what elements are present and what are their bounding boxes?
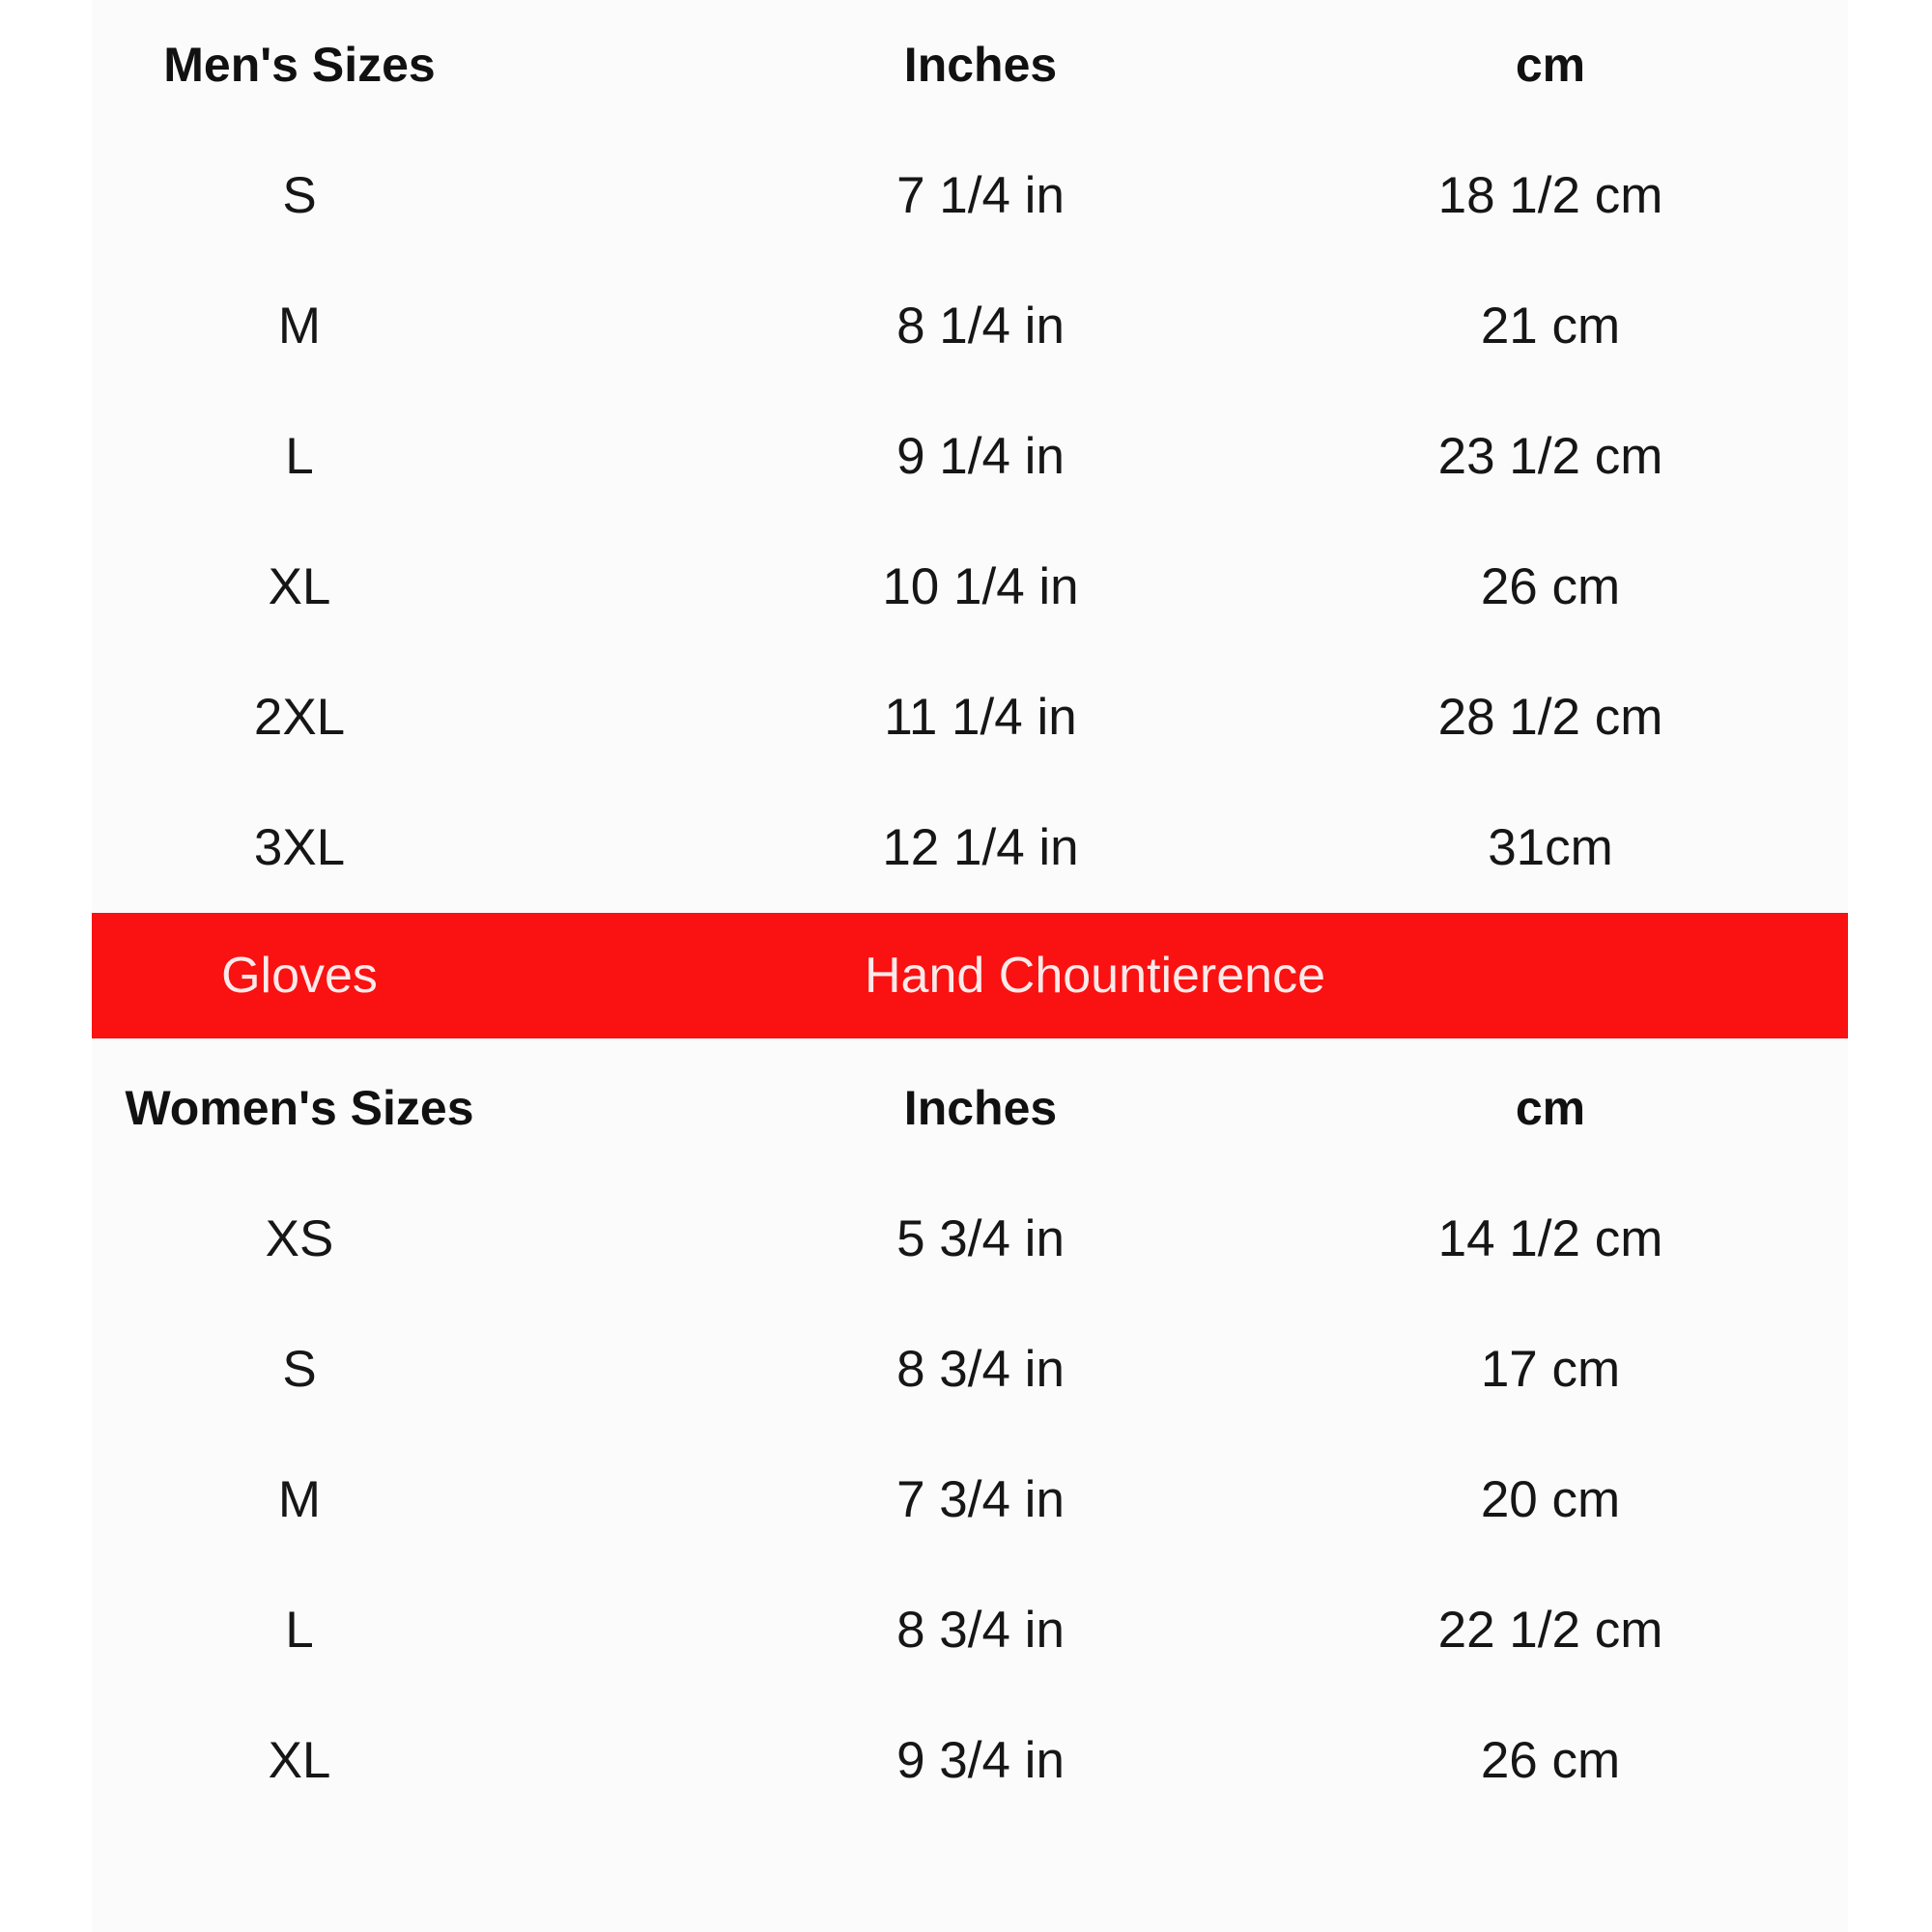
size-cell: 2XL <box>253 689 346 746</box>
mens-size-header: Men's Sizes <box>163 38 436 92</box>
table-row <box>92 1435 1848 1565</box>
cm-cell: 14 1/2 cm <box>1437 1210 1663 1267</box>
inches-cell: 9 1/4 in <box>896 428 1065 485</box>
cm-cell: 31cm <box>1488 819 1613 876</box>
cm-cell: 20 cm <box>1480 1471 1621 1528</box>
size-cell: M <box>277 1471 322 1528</box>
cm-cell: 22 1/2 cm <box>1437 1602 1663 1659</box>
table-row <box>92 1304 1848 1435</box>
table-row <box>92 782 1848 913</box>
inches-cell: 5 3/4 in <box>896 1210 1065 1267</box>
table-row <box>92 261 1848 391</box>
size-cell: M <box>277 298 322 355</box>
inches-cell: 10 1/4 in <box>882 558 1079 615</box>
size-cell: XL <box>268 558 331 615</box>
inches-cell: 8 3/4 in <box>896 1341 1065 1398</box>
table-row <box>92 130 1848 261</box>
inches-cell: 7 1/4 in <box>896 167 1065 224</box>
inches-cell: 9 3/4 in <box>896 1732 1065 1789</box>
size-cell: S <box>282 167 317 224</box>
womens-cm-header: cm <box>1515 1081 1586 1135</box>
womens-inches-header: Inches <box>903 1081 1058 1135</box>
table-row <box>92 522 1848 652</box>
cm-cell: 28 1/2 cm <box>1437 689 1663 746</box>
womens-size-table <box>92 1043 1848 1826</box>
gloves-label: Gloves <box>221 948 378 1004</box>
inches-cell: 8 1/4 in <box>896 298 1065 355</box>
inches-cell: 7 3/4 in <box>896 1471 1065 1528</box>
size-cell: 3XL <box>253 819 346 876</box>
table-row <box>92 1695 1848 1826</box>
cm-cell: 26 cm <box>1480 558 1621 615</box>
womens-size-header: Women's Sizes <box>125 1081 474 1135</box>
inches-cell: 12 1/4 in <box>882 819 1079 876</box>
cm-cell: 18 1/2 cm <box>1437 167 1663 224</box>
table-row <box>92 1565 1848 1695</box>
table-row <box>92 391 1848 522</box>
inches-cell: 11 1/4 in <box>884 689 1077 746</box>
size-cell: XS <box>265 1210 334 1267</box>
cm-cell: 17 cm <box>1480 1341 1621 1398</box>
cm-cell: 26 cm <box>1480 1732 1621 1789</box>
mens-cm-header: cm <box>1515 38 1586 92</box>
size-cell: XL <box>268 1732 331 1789</box>
size-chart-sheet <box>92 0 1848 1932</box>
table-row <box>92 1174 1848 1304</box>
hand-circumference-label: Hand Chountierence <box>865 948 1325 1004</box>
gloves-band <box>92 913 1848 1038</box>
mens-inches-header: Inches <box>903 38 1058 92</box>
cm-cell: 21 cm <box>1480 298 1621 355</box>
size-cell: L <box>285 1602 314 1659</box>
size-cell: S <box>282 1341 317 1398</box>
mens-header-row <box>92 0 1848 130</box>
table-row <box>92 652 1848 782</box>
mens-size-table <box>92 0 1848 913</box>
cm-cell: 23 1/2 cm <box>1437 428 1663 485</box>
womens-header-row <box>92 1043 1848 1174</box>
size-cell: L <box>285 428 314 485</box>
inches-cell: 8 3/4 in <box>896 1602 1065 1659</box>
